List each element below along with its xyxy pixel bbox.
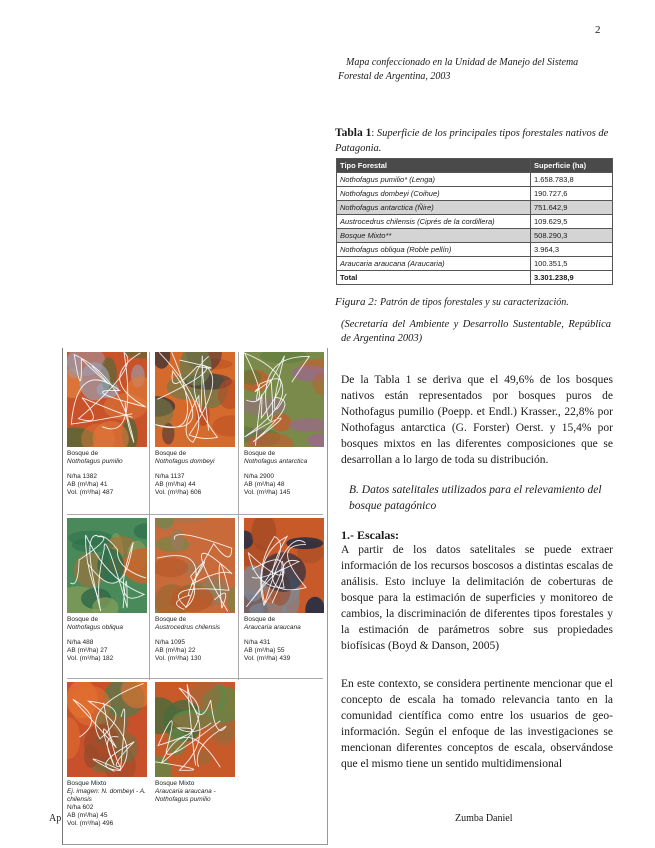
table-total-value: 3.301.238,9 <box>531 271 613 285</box>
panel-basal-area: AB (m²/ha) 41 <box>67 481 108 488</box>
table-row <box>337 229 613 243</box>
panel-volume: Vol. (m³/ha) 130 <box>155 655 202 662</box>
figure-panel <box>67 518 147 663</box>
figure-panel <box>67 682 147 828</box>
table-cell-type: Nothofagus antarctica (Ñire) <box>337 201 531 215</box>
table-header-row <box>337 159 613 173</box>
satellite-image <box>244 518 324 613</box>
panel-density: N/ha 431 <box>244 639 271 646</box>
figure-panel-label <box>244 450 324 497</box>
table-caption-text: Superficie de los principales tipos forestales nativos de Patagonia. <box>335 128 609 154</box>
panel-volume: Vol. (m³/ha) 182 <box>67 655 114 662</box>
figure-panel-label <box>244 616 324 663</box>
panel-volume: Vol. (m³/ha) 145 <box>244 489 291 496</box>
panel-basal-area: AB (m²/ha) 45 <box>67 812 108 819</box>
table-caption <box>335 126 615 156</box>
table-cell-type: Bosque Mixto** <box>337 229 531 243</box>
table-cell-type: Araucaria araucana (Araucaria) <box>337 257 531 271</box>
table-label-separator: : <box>371 128 377 139</box>
panel-basal-area: AB (m²/ha) 27 <box>67 647 108 654</box>
table-row <box>337 215 613 229</box>
figure-panel <box>67 352 147 497</box>
table-cell-type: Nothofagus dombeyi (Coihue) <box>337 187 531 201</box>
panel-title: Bosque de <box>155 616 187 623</box>
figure-divider <box>149 352 150 680</box>
subsection-heading: B. Datos satelitales utilizados para el relevamiento del bosque patagónico <box>349 484 602 512</box>
figure-divider <box>238 352 239 680</box>
table-cell-type: Austrocedrus chilensis (Ciprés de la cordillera) <box>337 215 531 229</box>
panel-title: Bosque de <box>67 450 99 457</box>
panel-density: N/ha 488 <box>67 639 94 646</box>
paragraph-1: De la Tabla 1 se deriva que el 49,6% de los bosques nativos están representados por bosques puros de Nothofagus pumilio (Poepp. et Endl.) Krasser., 22,8% por Nothofagus antarctica (G. Forster) Oerst. y 15,4% por bosques mixtos en las diferentes composiciones que se desarrollan a lo largo de toda su distribución. <box>341 374 613 466</box>
table-cell-area: 100.351,5 <box>531 257 613 271</box>
panel-basal-area: AB (m²/ha) 44 <box>155 481 196 488</box>
footer-left: Ap <box>49 813 62 824</box>
figure-panel <box>244 352 324 497</box>
figure-caption-text: Patrón de tipos forestales y su caracterización. <box>379 297 569 308</box>
panel-density: N/ha 1382 <box>67 473 97 480</box>
table-row <box>337 187 613 201</box>
panel-species: Araucaria araucana <box>244 624 301 631</box>
figure-divider <box>67 678 323 679</box>
figure-panel-label <box>155 616 235 663</box>
panel-title: Bosque de <box>67 616 99 623</box>
map-note <box>338 56 613 84</box>
panel-density: N/ha 2900 <box>244 473 274 480</box>
table-total-label: Total <box>337 271 531 285</box>
map-note-line2: Forestal de Argentina, 2003 <box>338 71 451 82</box>
figure-panel-label <box>67 616 147 663</box>
panel-basal-area: AB (m²/ha) 48 <box>244 481 285 488</box>
panel-density: N/ha 1137 <box>155 473 185 480</box>
source-citation: (Secretaría del Ambiente y Desarrollo Sustentable, República de Argentina 2003) <box>341 319 611 344</box>
panel-species: Ej. imagen: N. dombeyi - A. chilensis <box>67 788 146 803</box>
panel-basal-area: AB (m²/ha) 55 <box>244 647 285 654</box>
panel-volume: Vol. (m³/ha) 606 <box>155 489 202 496</box>
panel-volume: Vol. (m³/ha) 496 <box>67 820 114 827</box>
paragraph-3: En este contexto, se considera pertinente mencionar que el concepto de escala ha tomado relevancia tanto en la comunidad científica como entre los usuarios de geo-información. Según el enfoque de las investigaciones se mencionan diferentes conceptos de escala, observándose que el mismo tiene un sentido multidimensional <box>341 678 613 770</box>
figure-panel-label <box>67 450 147 497</box>
section-title: 1.- Escalas: <box>341 528 399 542</box>
panel-basal-area: AB (m²/ha) 22 <box>155 647 196 654</box>
panel-species: Nothofagus pumilio <box>67 458 123 465</box>
table-row <box>337 173 613 187</box>
satellite-image <box>67 352 147 447</box>
paragraph-2: A partir de los datos satelitales se puede extraer información de los recursos boscosos a distintas escalas de análisis. Esto incluye la delimitación de coberturas de bosque para la estimación de superficies y monitoreo de cambios, la discriminación de diferentes tipos forestales y la estimación de parámetros sobre sus propiedades biofísicas (Boyd & Danson, 2005) <box>341 544 613 652</box>
panel-title: Bosque de <box>155 450 187 457</box>
table-cell-area: 190.727,6 <box>531 187 613 201</box>
panel-density: N/ha 602 <box>67 804 94 811</box>
table-cell-type: Nothofagus obliqua (Roble pellín) <box>337 243 531 257</box>
satellite-image <box>67 518 147 613</box>
page-number: 2 <box>595 24 601 36</box>
table-row <box>337 243 613 257</box>
table-row <box>337 201 613 215</box>
table-cell-area: 109.629,5 <box>531 215 613 229</box>
figure-divider <box>67 514 323 515</box>
table-total-row <box>337 271 613 285</box>
panel-volume: Vol. (m³/ha) 439 <box>244 655 291 662</box>
panel-volume: Vol. (m³/ha) 487 <box>67 489 114 496</box>
table-row <box>337 257 613 271</box>
figure-panel <box>155 682 235 804</box>
panel-title: Bosque Mixto <box>155 780 195 787</box>
figure-panel <box>155 518 235 663</box>
figure-label: Figura 2: <box>335 296 378 308</box>
footer-author: Zumba Daniel <box>455 813 513 824</box>
panel-species: Nothofagus obliqua <box>67 624 124 631</box>
figure-panel-label <box>155 780 235 804</box>
panel-title: Bosque Mixto <box>67 780 107 787</box>
forest-types-figure <box>62 348 328 845</box>
satellite-image <box>244 352 324 447</box>
panel-species: Nothofagus dombeyi <box>155 458 215 465</box>
panel-density: N/ha 1095 <box>155 639 185 646</box>
figure-panel <box>244 518 324 663</box>
figure-panel <box>155 352 235 497</box>
panel-species: Nothofagus antarctica <box>244 458 308 465</box>
table-label: Tabla 1 <box>335 127 372 139</box>
panel-species: Austrocedrus chilensis <box>155 624 221 631</box>
table-cell-area: 3.964,3 <box>531 243 613 257</box>
table-cell-type: Nothofagus pumilio* (Lenga) <box>337 173 531 187</box>
figure-panel-label <box>155 450 235 497</box>
satellite-image <box>155 518 235 613</box>
panel-species: Araucaria araucana - Nothofagus pumilio <box>155 788 216 803</box>
table-cell-area: 1.658.783,8 <box>531 173 613 187</box>
figure-caption <box>335 296 615 308</box>
panel-title: Bosque de <box>244 450 276 457</box>
satellite-image <box>155 682 235 777</box>
table-cell-area: 751.642,9 <box>531 201 613 215</box>
figure-panel-label <box>67 780 147 828</box>
satellite-image <box>67 682 147 777</box>
satellite-image <box>155 352 235 447</box>
table-header-cell: Tipo Forestal <box>337 159 531 173</box>
forest-types-table <box>336 158 613 285</box>
panel-title: Bosque de <box>244 616 276 623</box>
table-cell-area: 508.290,3 <box>531 229 613 243</box>
table-header-cell: Superficie (ha) <box>531 159 613 173</box>
map-note-line1: Mapa confeccionado en la Unidad de Manejo del Sistema <box>346 57 579 68</box>
